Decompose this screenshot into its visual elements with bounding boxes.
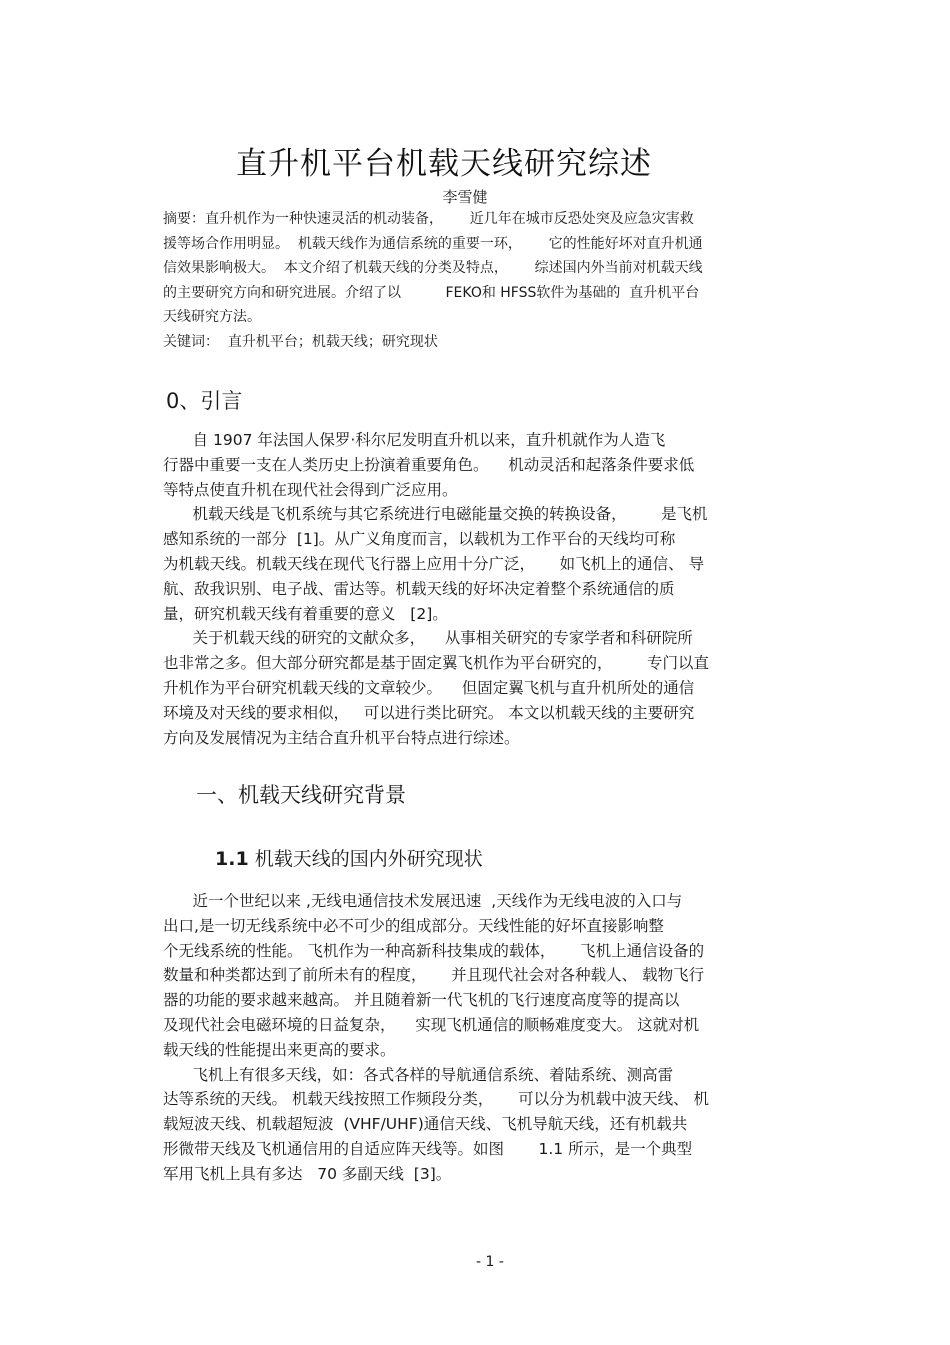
text-line: 航、敌我识别、电子战、雷达等。机载天线的好坏决定着整个系统通信的质 bbox=[163, 579, 675, 598]
text-line: 形微带天线及飞机通信用的自适应阵天线等。如图 1.1 所示，是一个典型 bbox=[163, 1139, 693, 1158]
text-line: 升机作为平台研究机载天线的文章较少。 但固定翼飞机与直升机所处的通信 bbox=[163, 678, 695, 697]
page-number: - 1 - bbox=[476, 1254, 504, 1270]
text-line: 自 1907 年法国人保罗·科尔尼发明直升机以来，直升机就作为人造飞 bbox=[163, 431, 666, 449]
text-line: 近一个世纪以来 ,无线电通信技术发展迅速 ,天线作为无线电波的入口与 bbox=[163, 892, 683, 910]
text-line: 等特点使直升机在现代社会得到广泛应用。 bbox=[163, 480, 458, 499]
text-line: 关于机载天线的研究的文献众多， 从事相关研究的专家学者和科研院所 bbox=[163, 629, 693, 648]
text-line: 感知系统的一部分 [1]。从广义角度而言，以载机为工作平台的天线均可称 bbox=[163, 530, 676, 549]
text-line: 飞机上有很多天线，如：各式各样的导航通信系统、着陆系统、测高雷 bbox=[163, 1065, 674, 1084]
subsection-heading-status bbox=[215, 844, 483, 871]
abstract-line: 摘要：直升机作为一种快速灵活的机动装备， 近几年在城市反恐处突及应急灾害救 bbox=[163, 211, 694, 227]
keywords-line: 关键词： 直升机平台；机载天线；研究现状 bbox=[163, 333, 438, 350]
abstract-line: 的主要研究方向和研究进展。介绍了以 FEKO和 HFSS软件为基础的 直升机平台 bbox=[163, 284, 700, 301]
introduction-text bbox=[163, 428, 793, 750]
abstract-line: 信效果影响极大。 本文介绍了机载天线的分类及特点， 综述国内外当前对机载天线 bbox=[163, 260, 703, 276]
abstract-block bbox=[163, 207, 793, 354]
text-line: 军用飞机上具有多达 70 多副天线 [3]。 bbox=[163, 1164, 452, 1183]
subsection-title: 机载天线的国内外研究现状 bbox=[248, 848, 483, 870]
text-line: 为机载天线。机载天线在现代飞行器上应用十分广泛， 如飞机上的通信、 导 bbox=[163, 554, 705, 573]
abstract-line: 天线研究方法。 bbox=[163, 309, 261, 325]
text-line: 行器中重要一支在人类历史上扮演着重要角色。 机动灵活和起落条件要求低 bbox=[163, 455, 695, 474]
abstract-line: 援等场合作用明显。 机载天线作为通信系统的重要一环， 它的性能好坏对直升机通 bbox=[163, 235, 703, 252]
text-line: 也非常之多。但大部分研究都是基于固定翼飞机作为平台研究的， 专门以直 bbox=[163, 654, 709, 673]
section-heading-introduction: 0、引言 bbox=[166, 389, 243, 413]
section-heading-background: 一、机载天线研究背景 bbox=[196, 783, 406, 807]
text-line: 出口,是一切无线系统中必不可少的组成部分。天线性能的好坏直接影响整 bbox=[163, 916, 664, 935]
text-line: 机载天线是飞机系统与其它系统进行电磁能量交换的转换设备， 是飞机 bbox=[163, 505, 708, 524]
text-line: 方向及发展情况为主结合直升机平台特点进行综述。 bbox=[163, 728, 520, 747]
status-text bbox=[163, 889, 793, 1187]
text-line: 载天线的性能提出来更高的要求。 bbox=[163, 1040, 396, 1059]
author-name: 李雪健 bbox=[442, 188, 488, 206]
text-line: 器的功能的要求越来越高。 并且随着新一代飞机的飞行速度高度等的提高以 bbox=[163, 991, 680, 1010]
text-line: 量，研究机载天线有着重要的意义 [2]。 bbox=[163, 604, 448, 623]
text-line: 载短波天线、机载超短波 (VHF/UHF)通信天线、飞机导航天线，还有机载共 bbox=[163, 1115, 688, 1134]
text-line: 数量和种类都达到了前所未有的程度， 并且现代社会对各种载人、 载物飞行 bbox=[163, 966, 705, 985]
text-line: 及现代社会电磁环境的日益复杂， 实现飞机通信的顺畅难度变大。 这就对机 bbox=[163, 1015, 700, 1034]
paper-title: 直升机平台机载天线研究综述 bbox=[236, 146, 652, 182]
text-line: 达等系统的天线。 机载天线按照工作频段分类， 可以分为机载中波天线、 机 bbox=[163, 1090, 709, 1109]
subsection-number: 1.1 bbox=[215, 848, 249, 870]
text-line: 个无线系统的性能。 飞机作为一种高新科技集成的载体， 飞机上通信设备的 bbox=[163, 941, 705, 960]
text-line: 环境及对天线的要求相似， 可以进行类比研究。 本文以机载天线的主要研究 bbox=[163, 703, 695, 722]
